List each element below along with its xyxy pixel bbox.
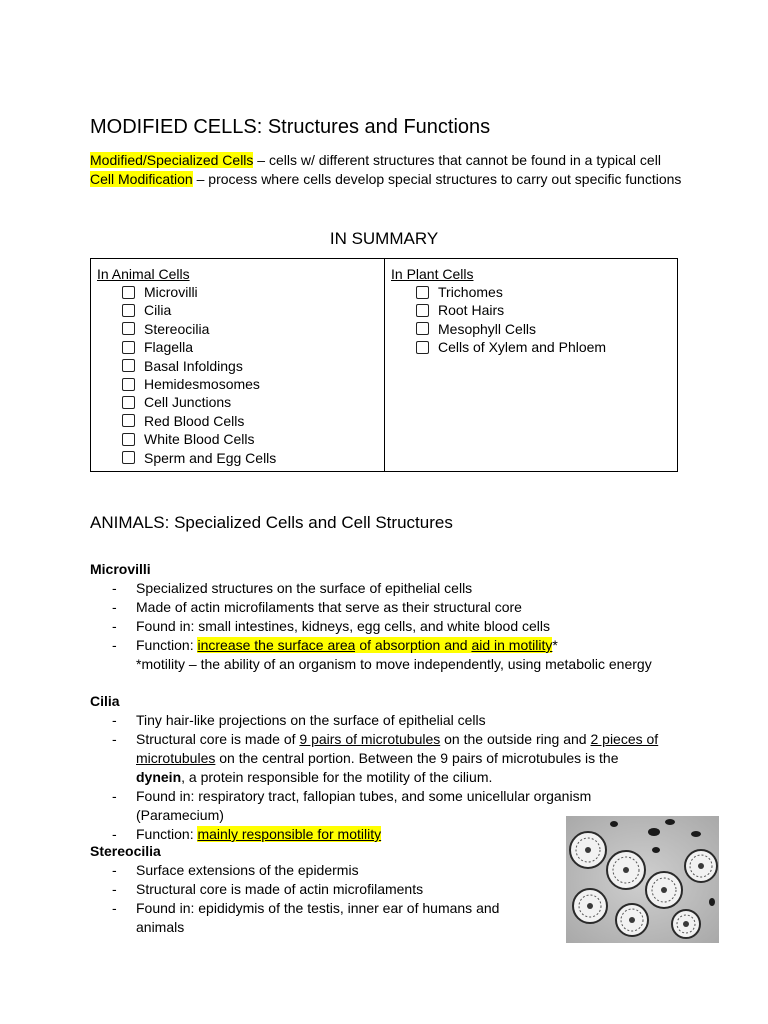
function-text: of absorption and: [355, 637, 472, 653]
plant-cells-heading: In Plant Cells: [391, 266, 474, 282]
checkbox[interactable]: [416, 341, 429, 354]
term-cell-modification: Cell Modification: [90, 171, 193, 187]
list-item: [110, 730, 670, 787]
function-label: Function:: [136, 637, 198, 653]
motility-note: *motility – the ability of an organism to move independently, using metabolic energy: [136, 656, 652, 672]
microvilli-bullets: [110, 579, 680, 674]
cilia-title: Cilia: [90, 693, 120, 709]
text: , a protein responsible for the motility of the cilium.: [181, 769, 493, 785]
summary-item: [122, 449, 384, 467]
animal-cells-checklist: [97, 283, 384, 467]
highlight-surface-area: increase the surface area: [197, 637, 356, 653]
stereocilia-title: Stereocilia: [90, 843, 161, 859]
summary-item-label: Cells of Xylem and Phloem: [438, 339, 607, 356]
two-pieces-microtubules: 2 pieces of microtubules: [136, 731, 659, 766]
definition-text: – cells w/ different structures that cannot be found in a typical cell: [253, 152, 661, 168]
term-specialized-cells: Modified/Specialized Cells: [90, 152, 254, 168]
text: on the outside ring and: [440, 731, 591, 747]
plant-cells-column: [385, 259, 677, 471]
checkbox[interactable]: [416, 304, 429, 317]
summary-item: [122, 430, 384, 448]
plant-cells-checklist: [391, 283, 677, 357]
list-item: - Found in: respiratory tract, fallopian tubes, and some unicellular organism (Paramecium): [110, 787, 670, 825]
checkbox[interactable]: [416, 286, 429, 299]
list-item: - Structural core is made of actin microfilaments: [110, 880, 550, 899]
checkbox[interactable]: [122, 359, 135, 372]
summary-item-label: Stereocilia: [144, 320, 210, 337]
list-item: - Specialized structures on the surface of epithelial cells: [110, 579, 680, 598]
text: Structural core is made of: [136, 731, 300, 747]
summary-title: IN SUMMARY: [329, 229, 439, 248]
checkbox[interactable]: [122, 451, 135, 464]
checkbox[interactable]: [122, 433, 135, 446]
summary-item-label: Hemidesmosomes: [144, 375, 260, 392]
summary-item: [122, 320, 384, 338]
summary-item: [416, 301, 677, 319]
summary-item: [122, 375, 384, 393]
checkbox[interactable]: [122, 322, 135, 335]
list-item: - Tiny hair-like projections on the surface of epithelial cells: [110, 711, 670, 730]
summary-item-label: Root Hairs: [438, 302, 505, 319]
definition-specialized-cells: [90, 151, 681, 170]
microvilli-title: Microvilli: [90, 561, 151, 577]
summary-item: [122, 283, 384, 301]
cilia-micrograph-image: [566, 816, 719, 943]
list-item: - Surface extensions of the epidermis: [110, 861, 550, 880]
summary-item-label: Trichomes: [438, 284, 503, 300]
checkbox[interactable]: [416, 322, 429, 335]
checkbox[interactable]: [122, 414, 135, 427]
highlight-motility: mainly responsible for motility: [197, 826, 382, 842]
highlight-motility: aid in motility: [471, 637, 553, 653]
summary-item-label: Mesophyll Cells: [438, 320, 537, 337]
summary-item-label: Microvilli: [144, 284, 198, 300]
summary-item: [416, 283, 677, 301]
summary-item: [416, 320, 677, 338]
list-item: - Made of actin microfilaments that serve as their structural core: [110, 598, 680, 617]
animal-cells-heading: In Animal Cells: [97, 266, 190, 282]
asterisk: *: [552, 637, 558, 653]
list-item: - Found in: epididymis of the testis, inner ear of humans and animals: [110, 899, 550, 937]
animals-section-heading: ANIMALS: Specialized Cells and Cell Structures: [90, 513, 453, 532]
summary-table: [90, 258, 678, 472]
summary-item: [122, 357, 384, 375]
definitions: [90, 151, 681, 189]
nine-pairs-microtubules: 9 pairs of microtubules: [299, 731, 441, 747]
summary-item: [122, 301, 384, 319]
summary-item-label: Red Blood Cells: [144, 412, 245, 429]
micrograph-svg: [566, 816, 719, 943]
summary-item: [122, 338, 384, 356]
summary-item: [416, 338, 677, 356]
checkbox[interactable]: [122, 341, 135, 354]
summary-item: [122, 393, 384, 411]
function-label: Function:: [136, 826, 198, 842]
text: on the central portion. Between the 9 pairs of microtubules is the: [215, 750, 619, 766]
summary-item-label: Sperm and Egg Cells: [144, 449, 277, 466]
list-item: [110, 636, 680, 655]
checkbox[interactable]: [122, 378, 135, 391]
checkbox[interactable]: [122, 396, 135, 409]
definition-cell-modification: [90, 170, 681, 189]
summary-item: [122, 412, 384, 430]
stereocilia-bullets: [110, 861, 550, 937]
checkbox[interactable]: [122, 304, 135, 317]
summary-item-label: Basal Infoldings: [144, 357, 243, 374]
checkbox[interactable]: [122, 286, 135, 299]
page-title: MODIFIED CELLS: Structures and Functions: [90, 116, 491, 138]
summary-item-label: Cilia: [144, 302, 172, 319]
summary-item-label: Cell Junctions: [144, 394, 232, 411]
dynein-term: dynein: [136, 769, 182, 785]
animal-cells-column: [91, 259, 385, 471]
definition-text: – process where cells develop special structures to carry out specific functions: [192, 171, 682, 187]
summary-item-label: White Blood Cells: [144, 431, 255, 448]
list-item: - Found in: small intestines, kidneys, egg cells, and white blood cells: [110, 617, 680, 636]
summary-item-label: Flagella: [144, 339, 194, 356]
